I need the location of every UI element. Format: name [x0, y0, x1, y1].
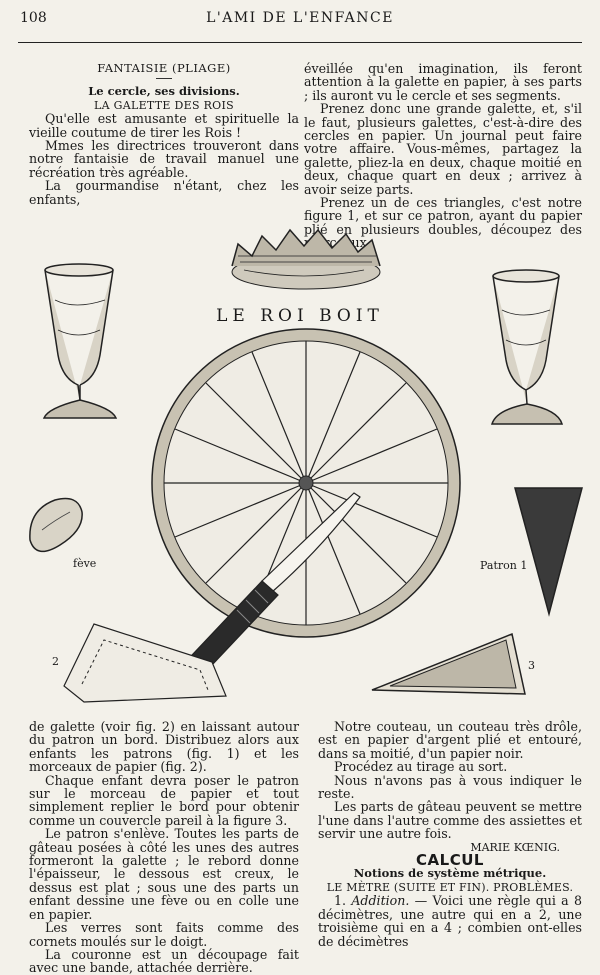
calcul-heading: CALCUL [416, 851, 484, 870]
paragraph: Le patron s'enlève. Toutes les parts de gâteau posées à côté les unes des autres formeront la galette ; le rebord donne l'épaisseur, le dessous est creux, le dessus est plat ; sous une des parts un enfant dessine une fève ou en colle une en papier. [29, 826, 299, 922]
illustration-title: LE ROI BOIT [216, 306, 384, 326]
paragraph: Prenez donc une grande galette, et, s'il le faut, plusieurs galettes, c'est-à-dire des cercles en papier. Un journal peut faire votre affaire. Vous-mêmes, partagez la galette, pliez-la en deux, chaque moitié en deux, chaque quart en deux ; arrivez à avoir seize parts. [304, 101, 582, 197]
paragraph: La couronne est un découpage fait avec une bande, attachée derrière. [29, 946, 299, 975]
paragraph: Nous n'avons pas à vous indiquer le reste. [318, 772, 582, 802]
page-number: 108 [20, 10, 47, 26]
paragraph: La gourmandise n'étant, chez les enfants, [29, 178, 299, 207]
left-glass-drawing [44, 264, 116, 418]
problem-text: — Voici une règle qui a 8 décimètres, une autre qui en a 2, une troisième qui en a 4 ; combien ont-elles de décimètres [318, 893, 582, 949]
figure-2-label: 2 [52, 655, 59, 668]
paragraph: Prenez un de ces triangles, c'est notre figure 1, et sur ce patron, ayant du papier plié en plusieurs doubles, découpez des morceaux [304, 195, 582, 251]
article-title: Le cercle, ses divisions. [88, 84, 240, 99]
figure-3-drawing [372, 634, 525, 694]
author-signature: MARIE KŒNIG. [470, 840, 560, 854]
paragraph: Chaque enfant devra poser le patron sur le morceau de papier et tout simplement replier le bord pour obtenir comme un couvercle pareil à la figure 3. [29, 772, 299, 828]
journal-title: L'AMI DE L'ENFANCE [206, 10, 394, 26]
paragraph: Notre couteau, un couteau très drôle, est en papier d'argent plié et entouré, dans sa moitié, d'un papier noir. [318, 719, 582, 761]
paragraph: éveillée qu'en imagination, ils feront attention à la galette en papier, à ses parts ; ils auront vu le cercle et ses segments. [304, 61, 582, 103]
figure-2-drawing [64, 624, 226, 702]
problem-number: 1. [334, 893, 347, 909]
paragraph: de galette (voir fig. 2) en laissant autour du patron un bord. Distribuez alors aux enfants les patrons (fig. 1) et les morceaux de papier (fig. 2). [29, 719, 299, 775]
problem-word: Addition. [351, 893, 410, 909]
paragraph: Procédez au tirage au sort. [334, 759, 508, 775]
patron-drawing [515, 488, 582, 614]
column-3 [29, 720, 299, 975]
paragraph: Les verres sont faits comme des cornets moulés sur le doigt. [29, 920, 299, 949]
section-heading: FANTAISIE (PLIAGE) [97, 61, 231, 75]
column-4 [318, 720, 582, 948]
paragraph: Qu'elle est amusante et spirituelle la vieille coutume de tirer les Rois ! [29, 111, 299, 140]
crown-drawing [232, 230, 380, 289]
feve-label: fève [73, 557, 97, 570]
figure-3-label: 3 [528, 659, 535, 672]
paragraph: Les parts de gâteau peuvent se mettre l'une dans l'autre comme des assiettes et servir une autre fois. [318, 799, 582, 842]
patron-label: Patron 1 [480, 559, 528, 572]
notions-heading: Notions de système métrique. [353, 866, 547, 881]
problem-paragraph [318, 894, 582, 948]
article-subtitle: LA GALETTE DES ROIS [94, 98, 234, 112]
metre-subheading: LE MÈTRE (SUITE ET FIN). PROBLÈMES. [326, 880, 574, 894]
right-glass-drawing [492, 270, 562, 424]
galette-drawing [152, 329, 460, 688]
feve-drawing [30, 499, 82, 552]
paragraph: Mmes les directrices trouveront dans notre fantaisie de travail manuel une récréation très agréable. [29, 138, 299, 180]
